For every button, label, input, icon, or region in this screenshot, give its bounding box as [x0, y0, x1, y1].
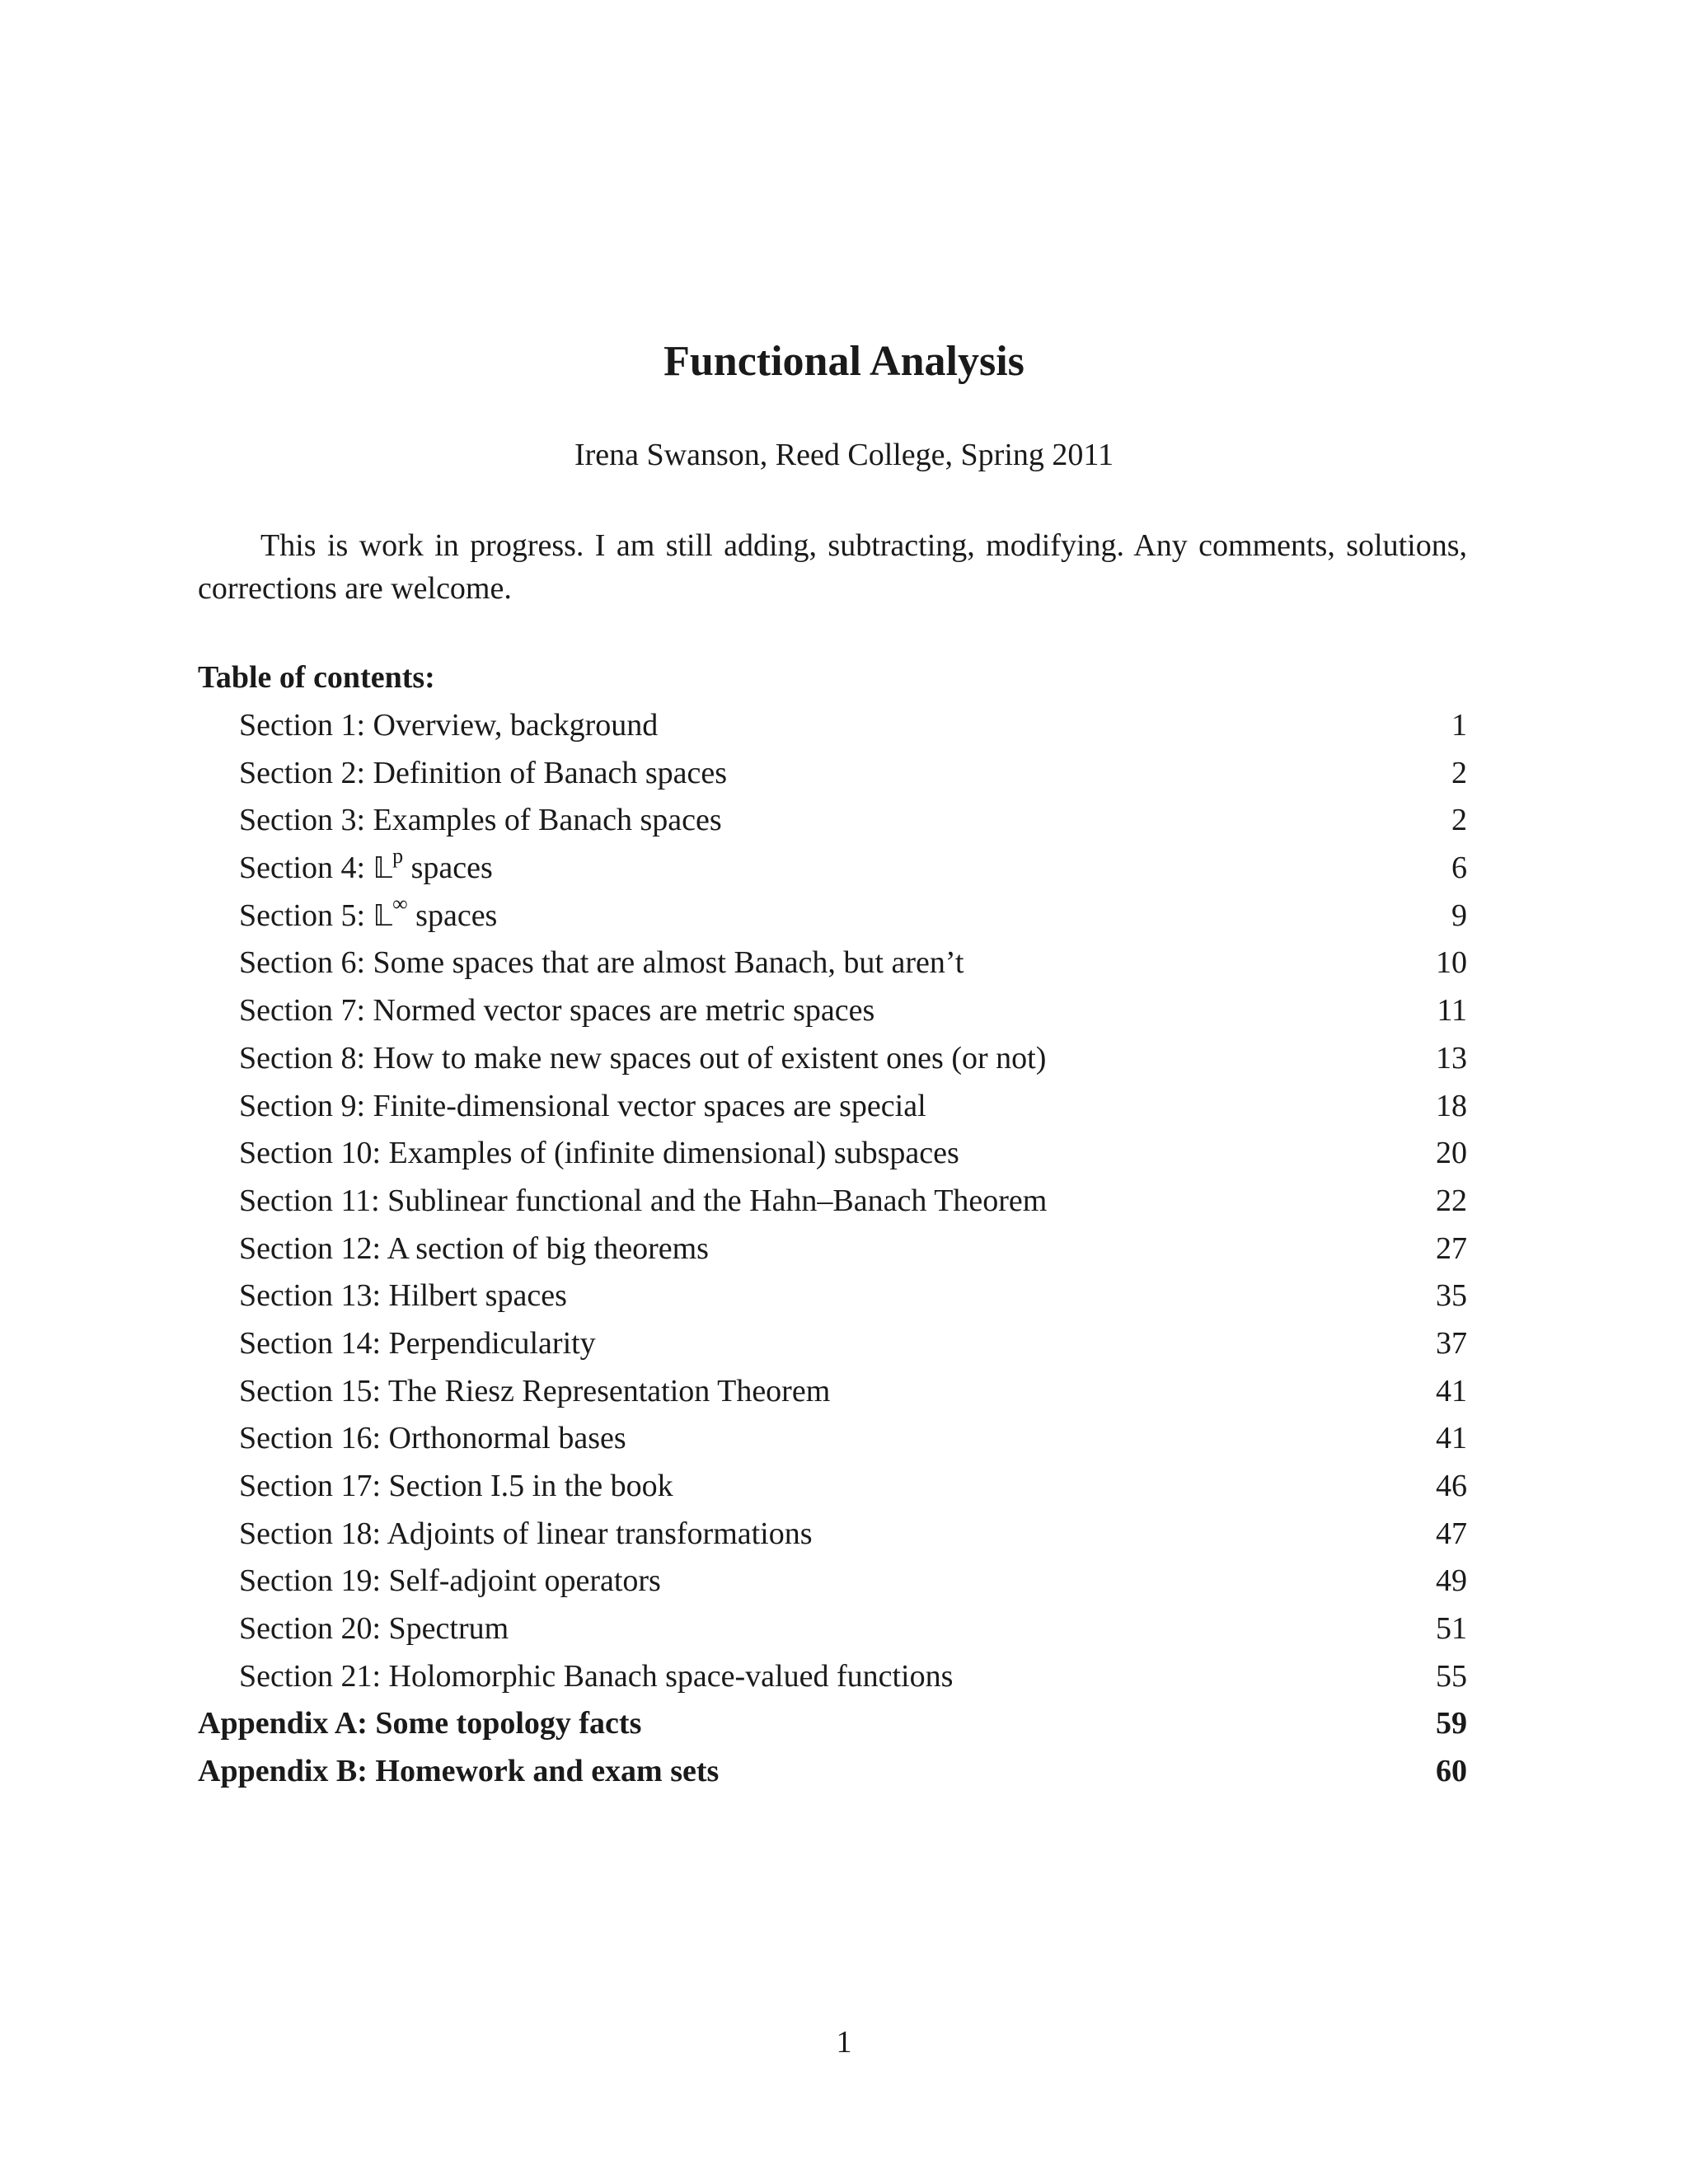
section-prefix: Section 21:	[239, 1658, 389, 1694]
toc-entry-section-11[interactable]	[198, 1179, 1467, 1227]
superscript: p	[392, 844, 404, 869]
section-title: Finite-dimensional vector spaces are special	[373, 1088, 926, 1123]
intro-paragraph: This is work in progress. I am still adding, subtracting, modifying. Any comments, solutions, corrections are welcome.	[198, 528, 1467, 606]
section-title: Overview, background	[373, 708, 659, 743]
toc-entry-appendix-a[interactable]	[198, 1702, 1467, 1750]
section-prefix: Section 6:	[239, 945, 373, 981]
toc-entry-section-20[interactable]	[198, 1607, 1467, 1655]
section-title: Hilbert spaces	[388, 1278, 567, 1314]
toc-entry-page: 46	[1436, 1469, 1467, 1503]
toc-entry-section-5[interactable]	[198, 894, 1467, 942]
section-title: Examples of (infinite dimensional) subspaces	[388, 1136, 959, 1171]
toc-entry-section-18[interactable]	[198, 1512, 1467, 1560]
toc-entry-page: 22	[1436, 1183, 1467, 1218]
toc-entry-label	[198, 799, 722, 841]
toc-entry-page: 59	[1436, 1706, 1467, 1741]
toc-entry-label	[198, 1227, 709, 1270]
toc-entry-label	[198, 704, 658, 747]
toc-entry-section-15[interactable]	[198, 1370, 1467, 1418]
section-prefix: Section 15:	[239, 1373, 388, 1408]
toc-entry-section-17[interactable]	[198, 1465, 1467, 1512]
toc-entry-page: 55	[1436, 1658, 1467, 1694]
toc-entry-section-2[interactable]	[198, 752, 1467, 799]
toc-entry-page: 41	[1436, 1373, 1467, 1408]
toc-entry-page: 51	[1436, 1611, 1467, 1647]
toc-entry-section-19[interactable]	[198, 1559, 1467, 1607]
toc-entry-page: 20	[1436, 1136, 1467, 1171]
section-prefix: Section 20:	[239, 1611, 389, 1647]
section-title: Some spaces that are almost Banach, but aren’t	[373, 945, 964, 981]
blackboard-l-symbol: 𝕃	[373, 898, 393, 933]
toc-entry-label	[198, 1322, 596, 1365]
section-title: spaces	[403, 851, 493, 886]
section-prefix: Section 13:	[239, 1278, 389, 1314]
toc-entry-page: 6	[1451, 851, 1467, 886]
toc-entry-section-12[interactable]	[198, 1227, 1467, 1275]
section-prefix: Section 10:	[239, 1136, 389, 1171]
toc-entry-label	[198, 1607, 509, 1650]
toc-entry-page: 13	[1436, 1040, 1467, 1076]
table-of-contents	[198, 704, 1467, 1797]
section-prefix: Section 2:	[239, 755, 373, 790]
toc-entry-section-9[interactable]	[198, 1085, 1467, 1132]
toc-entry-label	[198, 1274, 567, 1317]
section-title: Examples of Banach spaces	[373, 803, 722, 838]
toc-entry-page: 35	[1436, 1278, 1467, 1314]
toc-entry-page: 10	[1436, 945, 1467, 981]
toc-entry-label	[198, 1655, 953, 1698]
section-prefix: Section 17:	[239, 1469, 389, 1503]
toc-heading: Table of contents:	[198, 660, 435, 695]
toc-entry-section-7[interactable]	[198, 989, 1467, 1037]
section-prefix: Section 5:	[239, 898, 373, 933]
toc-entry-page: 2	[1451, 755, 1467, 790]
blackboard-l-symbol: 𝕃	[373, 851, 393, 886]
section-prefix: Section 18:	[239, 1516, 387, 1551]
section-prefix: Section 19:	[239, 1563, 389, 1599]
toc-entry-label	[198, 1465, 673, 1507]
superscript: ∞	[392, 892, 408, 916]
toc-entry-label	[198, 1085, 926, 1127]
toc-entry-label	[198, 989, 874, 1032]
section-prefix: Section 8:	[239, 1040, 373, 1076]
toc-entry-label	[198, 1559, 661, 1602]
section-prefix: Section 7:	[239, 993, 373, 1029]
document-title: Functional Analysis	[663, 338, 1025, 385]
toc-entry-label	[198, 1037, 1046, 1080]
page-number: 1	[836, 2025, 852, 2060]
section-title: Orthonormal bases	[388, 1421, 626, 1456]
author-line: Irena Swanson, Reed College, Spring 2011	[574, 438, 1114, 472]
toc-entry-page: 1	[1451, 708, 1467, 743]
toc-entry-appendix-b[interactable]	[198, 1750, 1467, 1797]
toc-entry-label	[198, 1370, 830, 1413]
section-title: Perpendicularity	[388, 1325, 596, 1361]
section-prefix: Section 14:	[239, 1325, 389, 1361]
toc-entry-section-16[interactable]	[198, 1417, 1467, 1465]
section-title: Normed vector spaces are metric spaces	[373, 993, 875, 1029]
section-prefix: Section 3:	[239, 803, 373, 838]
toc-entry-page: 27	[1436, 1230, 1467, 1266]
section-title: Sublinear functional and the Hahn–Banach Theorem	[387, 1183, 1048, 1218]
toc-entry-label	[198, 894, 497, 938]
section-title: Definition of Banach spaces	[373, 755, 728, 790]
toc-entry-page: 49	[1436, 1563, 1467, 1599]
toc-entry-section-14[interactable]	[198, 1322, 1467, 1370]
toc-entry-page: 9	[1451, 898, 1467, 933]
toc-entry-label	[198, 1179, 1047, 1222]
toc-entry-label	[198, 846, 493, 890]
section-title: Holomorphic Banach space-valued functions	[388, 1658, 954, 1694]
toc-entry-page: 37	[1436, 1325, 1467, 1361]
section-prefix: Section 11:	[239, 1183, 388, 1218]
toc-entry-section-13[interactable]	[198, 1274, 1467, 1322]
section-title: Spectrum	[388, 1611, 509, 1647]
section-prefix: Section 1:	[239, 708, 373, 743]
section-prefix: Section 4:	[239, 851, 373, 886]
toc-entry-label	[198, 752, 727, 794]
section-title: spaces	[407, 898, 498, 933]
toc-entry-page: 2	[1451, 803, 1467, 838]
toc-entry-section-6[interactable]	[198, 941, 1467, 989]
section-prefix: Section 12:	[239, 1230, 387, 1266]
toc-entry-page: 60	[1436, 1754, 1467, 1789]
toc-entry-label: Appendix B: Homework and exam sets	[198, 1754, 720, 1789]
toc-entry-section-8[interactable]	[198, 1037, 1467, 1085]
toc-entry-page: 41	[1436, 1421, 1467, 1456]
section-title: The Riesz Representation Theorem	[387, 1373, 831, 1408]
section-title: How to make new spaces out of existent ones (or not)	[373, 1040, 1047, 1076]
toc-entry-section-3[interactable]	[198, 799, 1467, 846]
toc-entry-label	[198, 1417, 626, 1460]
toc-entry-section-21[interactable]	[198, 1655, 1467, 1703]
toc-entry-page: 18	[1436, 1088, 1467, 1123]
toc-entry-label	[198, 1512, 813, 1555]
toc-entry-section-4[interactable]	[198, 846, 1467, 894]
section-title: Adjoints of linear transformations	[387, 1516, 813, 1551]
toc-entry-page: 47	[1436, 1516, 1467, 1551]
toc-entry-label	[198, 1132, 959, 1174]
toc-entry-page: 11	[1437, 993, 1467, 1029]
toc-entry-section-10[interactable]	[198, 1132, 1467, 1179]
section-title: Self-adjoint operators	[388, 1563, 661, 1599]
section-title: Section I.5 in the book	[388, 1469, 673, 1503]
toc-entry-label: Appendix A: Some topology facts	[198, 1706, 642, 1741]
section-title: A section of big theorems	[387, 1230, 709, 1266]
toc-entry-label	[198, 941, 964, 984]
section-prefix: Section 16:	[239, 1421, 389, 1456]
section-prefix: Section 9:	[239, 1088, 373, 1123]
toc-entry-section-1[interactable]	[198, 704, 1467, 752]
